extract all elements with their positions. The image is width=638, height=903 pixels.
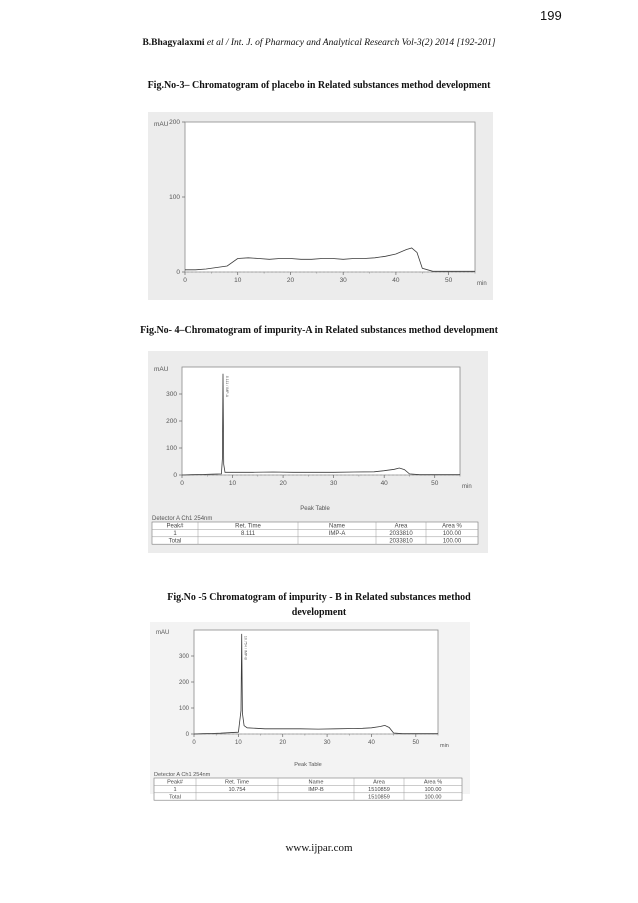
peak-table-cell: 1510859 — [368, 787, 390, 793]
running-head-citation: et al / Int. J. of Pharmacy and Analytical Research Vol-3(2) 2014 [192-201] — [204, 38, 496, 48]
peak-table-header: Peak# — [166, 523, 184, 530]
plot-frame — [194, 630, 438, 734]
y-tick-label-0: 0 — [176, 269, 180, 277]
x-tick-label-40: 40 — [392, 277, 400, 284]
peak-label: 8.111 / IMP-A — [224, 375, 229, 398]
x-axis-label: min — [477, 281, 487, 287]
figure-5-chromatogram — [150, 622, 470, 801]
peak-table-cell: 8.111 — [240, 531, 256, 537]
y-tick-label-200: 200 — [166, 418, 177, 426]
peak-table-cell: 2033810 — [389, 531, 413, 537]
x-tick-label-10: 10 — [235, 740, 242, 746]
y-tick-label-200: 200 — [178, 680, 189, 687]
peak-table-header: Peak# — [167, 779, 183, 786]
footer-url: www.ijpar.com — [285, 842, 353, 854]
figure-3-caption: Fig.No-3– Chromatogram of placebo in Related substances method development — [147, 80, 491, 91]
x-tick-label-30: 30 — [339, 277, 347, 284]
x-axis-label: min — [440, 743, 449, 749]
peak-table-cell: 1 — [173, 531, 177, 537]
peak-table-cell: IMP-B — [308, 787, 324, 793]
figure-3-chromatogram — [148, 112, 493, 300]
x-tick-label-20: 20 — [279, 740, 287, 746]
peak-table-cell: 100.00 — [424, 787, 442, 793]
y-axis-label: mAU — [154, 366, 169, 373]
x-tick-label-30: 30 — [323, 740, 331, 746]
x-tick-label-0: 0 — [192, 740, 196, 746]
peak-table-cell: IMP-A — [328, 531, 346, 537]
peak-table-frame — [152, 522, 478, 544]
plot-frame — [185, 122, 475, 272]
peak-table-header: Area — [394, 523, 408, 530]
x-tick-label-10: 10 — [228, 480, 237, 487]
peak-table-header: Name — [308, 779, 324, 786]
y-tick-label-100: 100 — [166, 445, 177, 453]
peak-table-cell: 2033810 — [389, 538, 413, 545]
figure-4-chromatogram — [148, 351, 488, 553]
peak-table-detector: Detector A Ch1 254nm — [152, 516, 213, 522]
peak-table-detector: Detector A Ch1 254nm — [154, 772, 211, 778]
x-tick-label-0: 0 — [183, 277, 187, 284]
x-tick-label-40: 40 — [368, 740, 375, 746]
running-head-authors: B.Bhagyalaxmi — [142, 38, 205, 48]
figure-5-caption-line-1: Fig.No -5 Chromatogram of impurity - B in Related substances method — [167, 592, 471, 603]
x-tick-label-40: 40 — [380, 480, 388, 487]
peak-label: 10.754 / IMP-B — [243, 635, 248, 660]
peak-table-header: Area % — [442, 523, 462, 530]
peak-table-cell: Total — [169, 794, 181, 801]
peak-table-cell: Total — [168, 538, 182, 545]
peak-table-header: Area — [373, 779, 385, 786]
y-tick-label-100: 100 — [169, 194, 180, 202]
y-axis-label: mAU — [154, 121, 169, 128]
page-number: 199 — [540, 8, 562, 23]
peak-table-header: Name — [328, 523, 346, 530]
x-tick-label-50: 50 — [445, 277, 453, 284]
peak-table-cell: 1510859 — [368, 794, 390, 801]
figure-4-caption: Fig.No- 4–Chromatogram of impurity-A in Related substances method development — [140, 325, 498, 336]
peak-table-cell: 1 — [173, 787, 177, 793]
peak-table-cell: 100.00 — [424, 794, 442, 801]
y-tick-label-0: 0 — [173, 472, 177, 480]
x-tick-label-50: 50 — [412, 740, 420, 746]
figure-5-plot — [156, 630, 449, 749]
y-axis-label: mAU — [156, 630, 170, 636]
x-tick-label-50: 50 — [431, 480, 439, 487]
figure-4-plot — [154, 366, 472, 490]
x-tick-label-0: 0 — [180, 480, 184, 487]
peak-table-cell: 100.00 — [442, 538, 462, 545]
peak-table-header: Ret. Time — [235, 523, 261, 530]
x-axis-label: min — [462, 484, 472, 490]
x-tick-label-30: 30 — [330, 480, 338, 487]
y-tick-label-300: 300 — [178, 654, 189, 661]
x-tick-label-10: 10 — [234, 277, 242, 284]
y-tick-label-200: 200 — [169, 119, 180, 127]
peak-table-title: Peak Table — [300, 506, 330, 512]
y-tick-label-100: 100 — [178, 706, 189, 713]
y-tick-label-0: 0 — [185, 732, 189, 739]
peak-table-header: Area % — [423, 779, 443, 786]
y-tick-label-300: 300 — [166, 391, 177, 399]
peak-table-cell: 10.754 — [228, 787, 246, 793]
x-tick-label-20: 20 — [279, 480, 287, 487]
x-tick-label-20: 20 — [286, 277, 295, 284]
peak-table-title: Peak Table — [294, 762, 322, 768]
peak-table-cell: 100.00 — [442, 531, 462, 537]
figure-5-caption-line-2: development — [291, 607, 347, 618]
figure-3-plot — [154, 119, 487, 287]
peak-table-header: Ret. Time — [225, 779, 249, 786]
running-head — [0, 38, 638, 48]
